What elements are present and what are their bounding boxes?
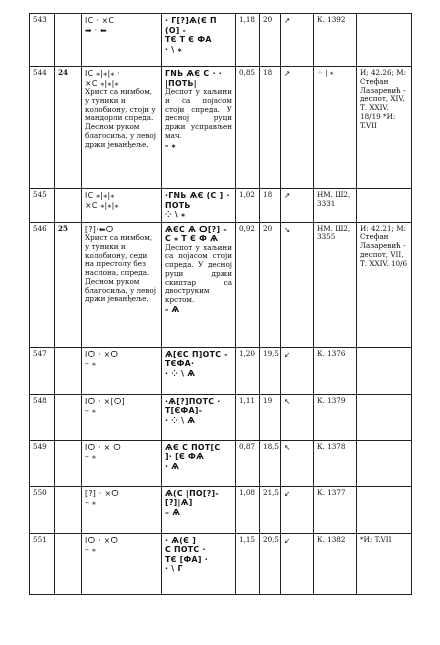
weight-cell xyxy=(236,486,260,533)
reverse-legend-line: С ПОТС · xyxy=(165,545,206,554)
obverse-legend-line: – ⁎ xyxy=(85,452,97,461)
table-row xyxy=(30,533,412,594)
weight-value: 1,15 xyxy=(239,534,256,544)
die-axis-arrow-icon: ↗ xyxy=(284,191,291,200)
plate-number-cell xyxy=(55,347,82,394)
inventory-reference: К. 1392 xyxy=(317,15,346,24)
reverse-legend-line: [?]|Ѧ] xyxy=(165,498,193,507)
inventory-reference: К. 1377 xyxy=(317,487,346,497)
reverse-legend-line: ТЄ [ФА] · xyxy=(165,554,209,564)
weight-value: 1,08 xyxy=(239,487,256,497)
die-axis-arrow-icon: ↙ xyxy=(284,535,291,545)
diameter-cell xyxy=(260,394,281,440)
plate-number-cell xyxy=(55,486,82,533)
weight-value: 0,92 xyxy=(239,223,256,233)
reverse-legend-line: ПОТЬ xyxy=(165,200,191,210)
obverse-legend-line: – ⁎ xyxy=(85,498,97,507)
obverse-cell xyxy=(82,14,162,67)
inventory-reference: ⁘ | ⁎ xyxy=(317,68,334,77)
diameter-cell xyxy=(260,486,281,533)
diameter-value: 20 xyxy=(263,15,273,24)
catalogue-number: 545 xyxy=(33,190,47,199)
die-axis-arrow-icon: ↖ xyxy=(284,396,291,406)
inventory-reference: К. 1376 xyxy=(317,348,346,358)
literature-cell xyxy=(357,347,412,394)
reverse-cell xyxy=(162,222,236,347)
inventory-reference: НМ. Ш2, 3355 xyxy=(317,223,351,242)
reverse-legend-line: – Ѧ xyxy=(165,507,181,517)
catalogue-number-cell xyxy=(30,440,55,486)
obverse-legend-line: ΙC · ×C xyxy=(85,16,115,25)
reverse-legend-line: (О] - xyxy=(165,25,187,35)
obverse-legend-line: – ⁎ xyxy=(85,359,97,368)
obverse-legend-line: ΙѺ · ×[Ѻ] xyxy=(85,396,125,406)
diameter-value: 18 xyxy=(263,68,273,77)
inventory-cell xyxy=(314,486,357,533)
plate-number-cell xyxy=(55,440,82,486)
reverse-legend-line: · \ ⁎ xyxy=(165,44,182,54)
literature-reference: *И: T.VII xyxy=(360,534,392,544)
catalogue-number-cell xyxy=(30,189,55,223)
obverse-legend-line: – ⁎ xyxy=(85,406,97,415)
table-row xyxy=(30,222,412,347)
plate-number: 24 xyxy=(58,68,69,77)
weight-cell xyxy=(236,67,260,189)
diameter-cell xyxy=(260,14,281,67)
plate-number-cell xyxy=(55,394,82,440)
weight-value: 0,85 xyxy=(239,68,256,77)
reverse-legend-line: · ⁘ \ Ѧ xyxy=(165,415,196,425)
reverse-mark: - Ѧ xyxy=(165,304,180,314)
reverse-legend-line: C ⁎ Т Є Ф Ѧ xyxy=(165,234,219,243)
catalogue-number-cell xyxy=(30,14,55,67)
diameter-value: 20,5 xyxy=(263,534,280,544)
catalogue-number: 547 xyxy=(33,348,47,358)
table-row xyxy=(30,189,412,223)
obverse-legend-line: – ⁎ xyxy=(85,545,97,554)
reverse-legend-line: ТЄ Т Є ФА xyxy=(165,35,212,44)
reverse-cell xyxy=(162,533,236,594)
table-row xyxy=(30,14,412,67)
reverse-legend-line: · Г[?]Ѧ(Є П xyxy=(165,16,217,25)
die-axis-arrow-icon: ↖ xyxy=(284,442,291,452)
obverse-cell xyxy=(82,440,162,486)
table-row xyxy=(30,486,412,533)
table-row xyxy=(30,67,412,189)
reverse-legend-line: |ПОТЬ| xyxy=(165,78,197,88)
diameter-cell xyxy=(260,222,281,347)
inventory-cell xyxy=(314,222,357,347)
reverse-legend-line: ⁘ \ ⁎ xyxy=(165,210,186,219)
inventory-cell xyxy=(314,67,357,189)
table-row xyxy=(30,440,412,486)
weight-cell xyxy=(236,189,260,223)
reverse-legend-line: ГNЬ ѦЄ C · · xyxy=(165,69,222,78)
die-axis-cell xyxy=(281,14,314,67)
diameter-cell xyxy=(260,440,281,486)
obverse-cell xyxy=(82,67,162,189)
inventory-cell xyxy=(314,347,357,394)
die-axis-cell xyxy=(281,486,314,533)
obverse-cell xyxy=(82,486,162,533)
coin-catalogue-table xyxy=(29,13,412,595)
reverse-legend-line: ТЄФА· xyxy=(165,359,195,368)
catalogue-number: 550 xyxy=(33,487,47,497)
reverse-cell xyxy=(162,394,236,440)
reverse-legend-line: ]· [Є ФѦ xyxy=(165,452,205,461)
literature-cell xyxy=(357,440,412,486)
catalogue-number-cell xyxy=(30,486,55,533)
inventory-cell xyxy=(314,533,357,594)
inventory-cell xyxy=(314,189,357,223)
table-row xyxy=(30,394,412,440)
reverse-description: Деспот у хаљини са појасом стоји спреда. У десној руци држи скиптар са двоструким крстом. xyxy=(165,242,232,305)
die-axis-arrow-icon: ↗ xyxy=(284,69,291,78)
literature-cell xyxy=(357,533,412,594)
literature-cell xyxy=(357,222,412,347)
plate-number: 25 xyxy=(58,223,69,233)
die-axis-arrow-icon: ↙ xyxy=(284,488,291,498)
die-axis-cell xyxy=(281,189,314,223)
catalogue-number-cell xyxy=(30,533,55,594)
inventory-cell xyxy=(314,14,357,67)
obverse-description: Христ са нимбом, у туники и колобиону, стоји у мандорли спреда. Десном руком благосиља, у левој држи јеванђеље. xyxy=(85,87,156,149)
inventory-cell xyxy=(314,394,357,440)
literature-reference: И: 42.21; М: Стефан Лазаревић - деспот, VII, Т. XXIV. 10/6 xyxy=(360,223,408,268)
literature-cell xyxy=(357,189,412,223)
obverse-legend-line: ΙC ⁎|⁎|⁎ · xyxy=(85,69,121,78)
reverse-cell xyxy=(162,486,236,533)
die-axis-arrow-icon: ↗ xyxy=(284,16,291,25)
reverse-legend-line: ѦЄC Ѧ Ѻ[?] - xyxy=(165,224,227,234)
weight-value: 1,02 xyxy=(239,190,256,199)
reverse-legend-line: Ѧ[ЄC П]ОТС - xyxy=(165,349,228,359)
reverse-legend-line: · Ѧ(Є ] xyxy=(165,535,197,545)
obverse-legend-line: ×C ⁎|⁎|⁎ xyxy=(85,78,119,88)
table-row xyxy=(30,347,412,394)
diameter-cell xyxy=(260,347,281,394)
reverse-cell xyxy=(162,14,236,67)
catalogue-number: 548 xyxy=(33,395,47,405)
plate-number-cell xyxy=(55,533,82,594)
plate-number-cell xyxy=(55,222,82,347)
weight-value: 1,18 xyxy=(239,15,256,24)
reverse-legend-line: · \ Г xyxy=(165,564,183,573)
reverse-cell xyxy=(162,347,236,394)
literature-cell xyxy=(357,486,412,533)
catalogue-number: 544 xyxy=(33,68,47,77)
obverse-cell xyxy=(82,222,162,347)
catalogue-number: 551 xyxy=(33,534,47,544)
inventory-reference: К. 1379 xyxy=(317,395,346,405)
weight-cell xyxy=(236,222,260,347)
die-axis-cell xyxy=(281,67,314,189)
inventory-reference: НМ. Ш2, 3331 xyxy=(317,190,351,208)
obverse-cell xyxy=(82,189,162,223)
obverse-cell xyxy=(82,394,162,440)
die-axis-cell xyxy=(281,440,314,486)
obverse-legend-line: ΙC ⁎|⁎|⁎ xyxy=(85,191,115,200)
obverse-legend-line: ΙѺ · ×Ѻ xyxy=(85,535,119,545)
weight-value: 1,20 xyxy=(239,348,256,358)
obverse-cell xyxy=(82,533,162,594)
weight-cell xyxy=(236,533,260,594)
weight-cell xyxy=(236,394,260,440)
catalogue-number-cell xyxy=(30,67,55,189)
diameter-value: 19 xyxy=(263,395,273,405)
catalogue-number: 549 xyxy=(33,441,47,451)
literature-reference: И; 42.26; М: Стефан Лазаревић - деспот, XIV, Т. XXIV. 18/19 *И: T.VII xyxy=(360,68,407,130)
die-axis-cell xyxy=(281,394,314,440)
obverse-legend-line: [?] · ×Ѻ xyxy=(85,488,120,498)
reverse-cell xyxy=(162,67,236,189)
reverse-legend-line: ·Ѧ[?]ПОТС · xyxy=(165,396,221,406)
die-axis-cell xyxy=(281,222,314,347)
weight-value: 1,11 xyxy=(239,395,256,405)
reverse-cell xyxy=(162,189,236,223)
diameter-cell xyxy=(260,67,281,189)
literature-cell xyxy=(357,14,412,67)
reverse-legend-line: ·ГNЬ ѦЄ (С ] · xyxy=(165,191,230,200)
obverse-legend-line: ➡ · ⬅ xyxy=(85,25,108,35)
weight-cell xyxy=(236,14,260,67)
reverse-legend-line: Т[ЄФА]- xyxy=(165,406,203,415)
reverse-cell xyxy=(162,440,236,486)
diameter-value: 20 xyxy=(263,223,273,233)
obverse-legend-line: ×C ⁎|⁎|⁎ xyxy=(85,200,119,210)
inventory-reference: К. 1378 xyxy=(317,441,346,451)
reverse-description: Деспот у хаљини и са појасом стоји спреда. У десној руци држи усправљен мач. xyxy=(165,87,232,140)
diameter-value: 21,5 xyxy=(263,487,280,497)
die-axis-arrow-icon: ↙ xyxy=(284,349,291,359)
catalogue-number-cell xyxy=(30,347,55,394)
plate-number-cell xyxy=(55,67,82,189)
catalogue-number: 543 xyxy=(33,15,47,24)
obverse-legend-line: ΙѺ · × Ѻ xyxy=(85,442,122,452)
catalogue-number-cell xyxy=(30,394,55,440)
reverse-legend-line: · Ѧ xyxy=(165,461,180,471)
obverse-legend-line: [?]·⬅Ѻ xyxy=(85,224,114,234)
diameter-cell xyxy=(260,533,281,594)
diameter-value: 18 xyxy=(263,190,273,199)
catalogue-number: 546 xyxy=(33,223,47,233)
die-axis-arrow-icon: ↘ xyxy=(284,224,291,234)
weight-cell xyxy=(236,440,260,486)
inventory-reference: К. 1382 xyxy=(317,534,346,544)
inventory-cell xyxy=(314,440,357,486)
diameter-cell xyxy=(260,189,281,223)
plate-number-cell xyxy=(55,14,82,67)
weight-value: 0,87 xyxy=(239,441,256,451)
literature-cell xyxy=(357,394,412,440)
weight-cell xyxy=(236,347,260,394)
obverse-cell xyxy=(82,347,162,394)
reverse-legend-line: · ⁘ \ Ѧ xyxy=(165,368,196,378)
table-body xyxy=(30,14,412,595)
diameter-value: 19,5 xyxy=(263,348,280,358)
reverse-mark: - ⁎ xyxy=(165,140,176,150)
reverse-legend-line: ѦЄ C ПОТ[С xyxy=(165,442,221,452)
plate-number-cell xyxy=(55,189,82,223)
die-axis-cell xyxy=(281,347,314,394)
obverse-legend-line: ΙѺ · ×Ѻ xyxy=(85,349,119,359)
reverse-legend-line: Ѧ(С |ПО[?]- xyxy=(165,488,219,498)
catalogue-number-cell xyxy=(30,222,55,347)
diameter-value: 18,5 xyxy=(263,441,280,451)
die-axis-cell xyxy=(281,533,314,594)
obverse-description: Христ са нимбом, у туники и колобиону, седи на престолу без наслона, спреда. Десном руком благосиља, у левој држи јеванђеље. xyxy=(85,233,156,304)
literature-cell xyxy=(357,67,412,189)
